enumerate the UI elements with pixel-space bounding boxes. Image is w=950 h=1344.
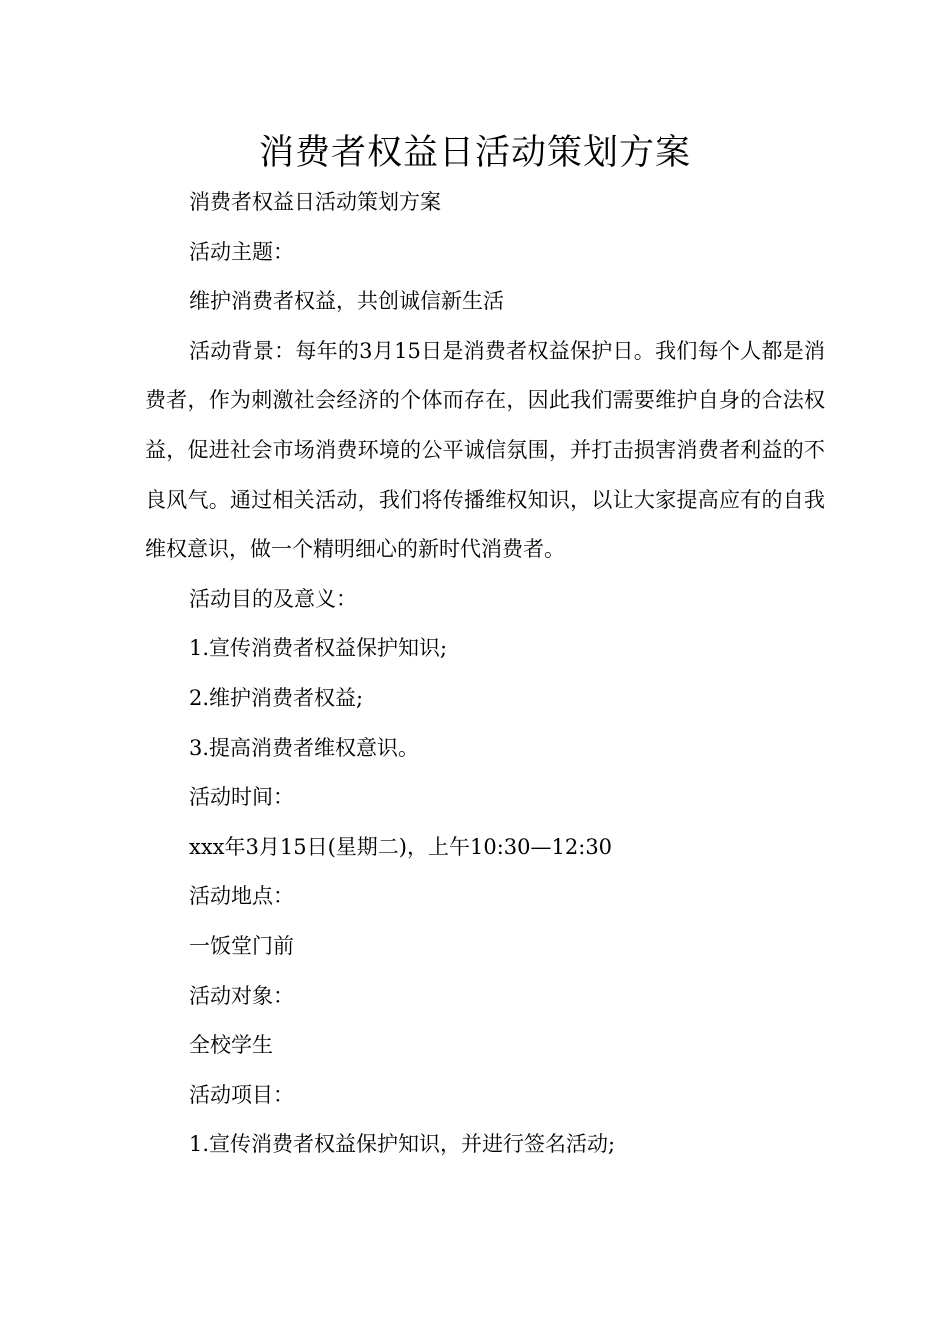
paragraph-time: xxx年3月15日(星期二)，上午10:30—12:30 bbox=[189, 834, 613, 859]
paragraph-purpose-1: 1.宣传消费者权益保护知识; bbox=[189, 636, 448, 661]
paragraph-location-heading: 活动地点： bbox=[189, 884, 294, 909]
paragraph-subtitle: 消费者权益日活动策划方案 bbox=[189, 190, 441, 214]
paragraph-purpose-heading: 活动目的及意义： bbox=[189, 586, 357, 611]
document-body bbox=[145, 178, 825, 1170]
paragraph-time-heading: 活动时间： bbox=[189, 785, 294, 810]
paragraph-purpose-2: 2.维护消费者权益; bbox=[189, 685, 364, 710]
paragraph-theme: 维护消费者权益，共创诚信新生活 bbox=[189, 289, 504, 314]
paragraph-items-heading: 活动项目： bbox=[189, 1082, 294, 1107]
paragraph-audience-heading: 活动对象： bbox=[189, 983, 294, 1008]
document-title: 消费者权益日活动策划方案 bbox=[258, 133, 691, 173]
paragraph-item-1: 1.宣传消费者权益保护知识，并进行签名活动; bbox=[189, 1132, 616, 1157]
paragraph-background: 活动背景：每年的3月15日是消费者权益保护日。我们每个人都是消费者，作为刺激社会经济的个体而存在，因此我们需要维护自身的合法权益，促进社会市场消费环境的公平诚信氛围，并打击损害消费者利益的不良风气。通过相关活动，我们将传播维权知识，以让大家提高应有的自我维权意识，做一个精明细心的新时代消费者。 bbox=[145, 338, 825, 562]
paragraph-theme-heading: 活动主题： bbox=[189, 239, 294, 264]
paragraph-audience: 全校学生 bbox=[189, 1033, 273, 1058]
paragraph-purpose-3: 3.提高消费者维权意识。 bbox=[189, 735, 420, 760]
paragraph-location: 一饭堂门前 bbox=[189, 933, 294, 958]
